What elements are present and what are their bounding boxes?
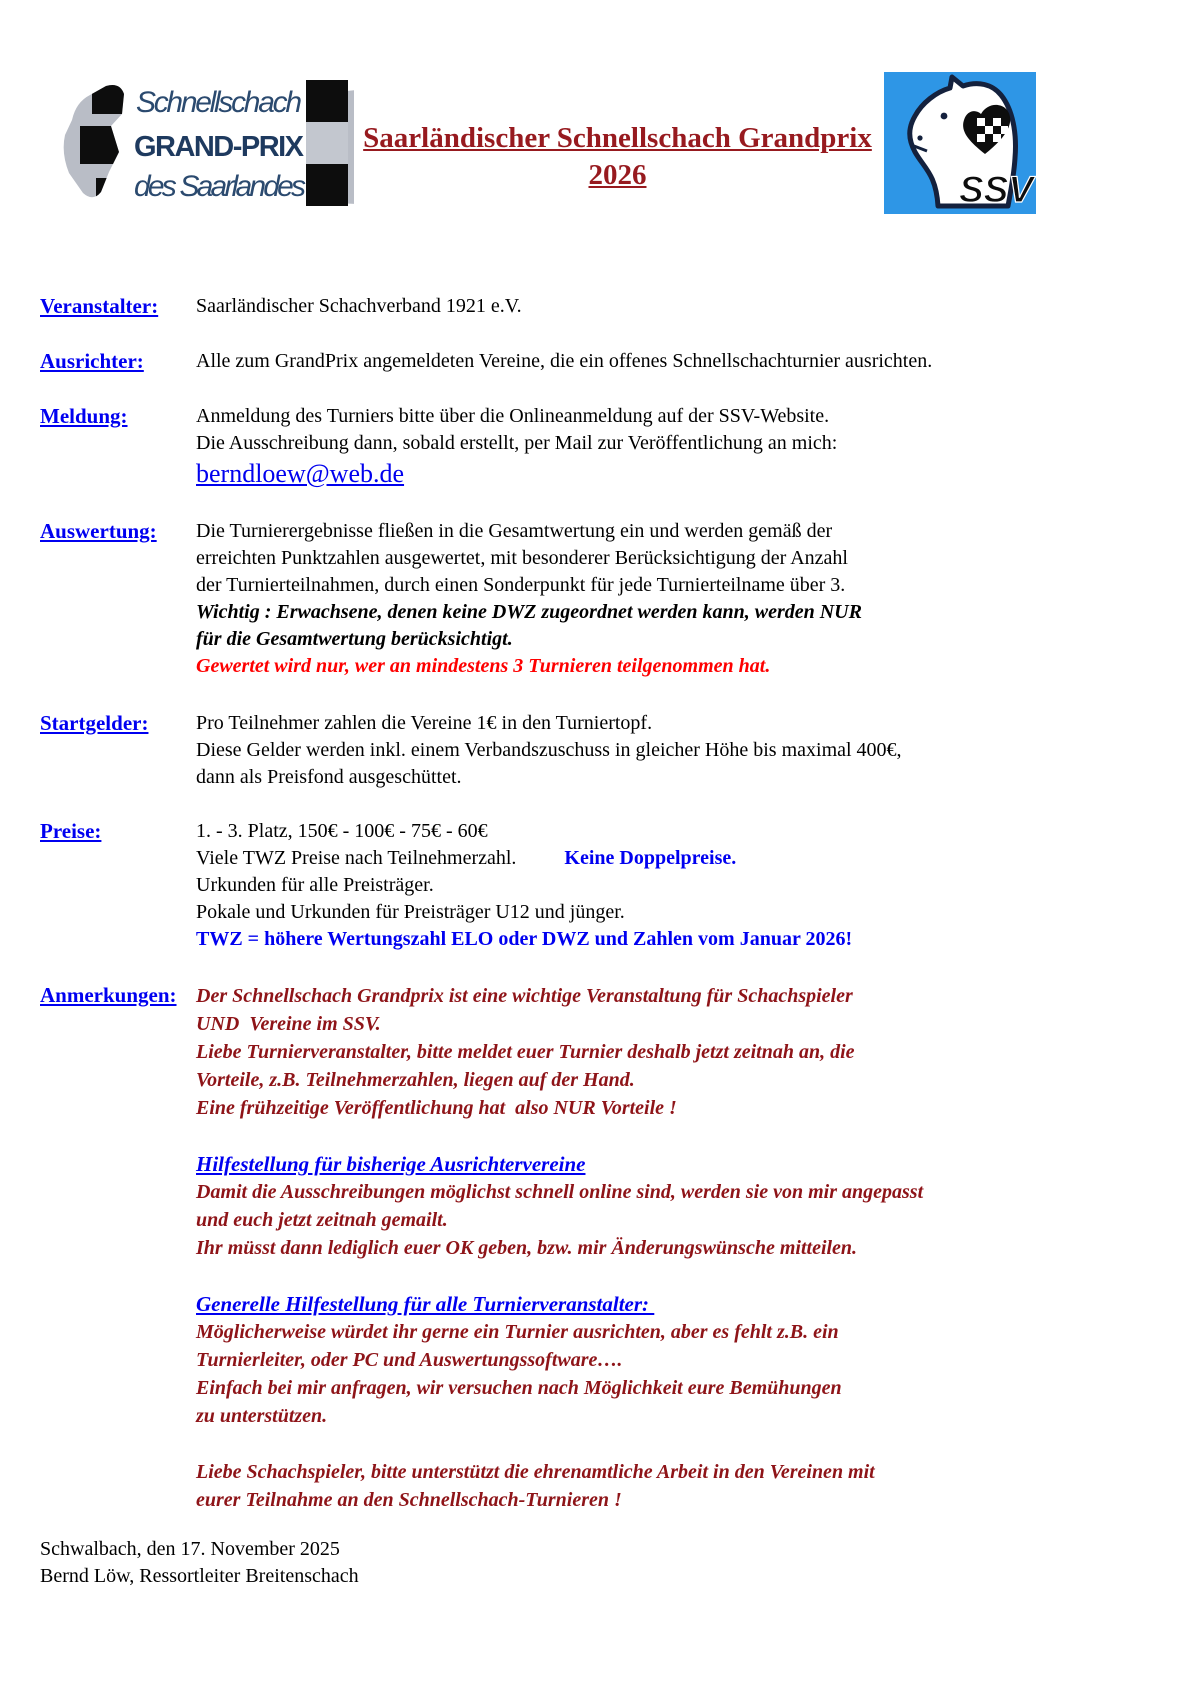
text-line: Die Ausschreibung dann, sobald erstellt, per Mail zur Veröffentlichung an mich: — [196, 432, 838, 454]
twz-definition-line: TWZ = höhere Wertungszahl ELO oder DWZ und Zahlen vom Januar 2026! — [196, 928, 853, 950]
important-note-line: für die Gesamtwertung berücksichtigt. — [196, 628, 513, 650]
note-line: Der Schnellschach Grandprix ist eine wichtige Veranstaltung für Schachspieler — [196, 985, 853, 1007]
note-line: Einfach bei mir anfragen, wir versuchen nach Möglichkeit eure Bemühungen — [196, 1377, 842, 1399]
ssv-logo-text: SSV — [958, 169, 1034, 210]
note-line: Vorteile, z.B. Teilnehmerzahlen, liegen auf der Hand. — [196, 1069, 635, 1091]
no-double-prizes-note: Keine Doppelpreise. — [564, 847, 737, 869]
page-title-line1: Saarländischer Schnellschach Grandprix — [363, 122, 872, 154]
section-label: Preise: — [40, 819, 102, 843]
text-line: Die Turnierergebnisse fließen in die Gesamtwertung ein und werden gemäß der — [196, 520, 833, 542]
important-note-line: Wichtig : Erwachsene, denen keine DWZ zugeordnet werden kann, werden NUR — [196, 601, 862, 623]
section-ausrichter — [0, 348, 1190, 375]
section-meldung — [0, 403, 1190, 491]
text-line: Urkunden für alle Preisträger. — [196, 874, 434, 896]
section-label: Anmerkungen: — [40, 983, 177, 1007]
signature-place-date: Schwalbach, den 17. November 2025 — [40, 1538, 340, 1560]
prize-money-line: 1. - 3. Platz, 150€ - 100€ - 75€ - 60€ — [196, 820, 488, 842]
note-line: eurer Teilnahme an den Schnellschach-Turnieren ! — [196, 1489, 622, 1511]
text-line: Saarländischer Schachverband 1921 e.V. — [196, 295, 522, 317]
paragraph-gap — [196, 1430, 1154, 1458]
section-label: Meldung: — [40, 404, 128, 428]
logo-word-grandprix: GRAND-PRIX — [134, 131, 304, 163]
section-label: Auswertung: — [40, 519, 157, 543]
logo-word-saarlandes: des Saarlandes — [134, 170, 306, 203]
note-line: Möglicherweise würdet ihr gerne ein Turnier ausrichten, aber es fehlt z.B. ein — [196, 1321, 839, 1343]
page-title-line2: 2026 — [588, 159, 647, 191]
section-label: Ausrichter: — [40, 349, 144, 373]
text-line: Pokale und Urkunden für Preisträger U12 und jünger. — [196, 901, 625, 923]
warning-line: Gewertet wird nur, wer an mindestens 3 Turnieren teilgenommen hat. — [196, 655, 771, 677]
paragraph-gap — [196, 1262, 1154, 1290]
text-line: Pro Teilnehmer zahlen die Vereine 1€ in den Turniertopf. — [196, 712, 653, 734]
section-startgelder — [0, 710, 1190, 791]
paragraph-gap — [196, 1122, 1154, 1150]
subheading-hilfestellung: Hilfestellung für bisherige Ausrichtervereine — [196, 1152, 586, 1176]
section-label: Veranstalter: — [40, 294, 159, 318]
note-line: Turnierleiter, oder PC und Auswertungssoftware…. — [196, 1349, 623, 1371]
subheading-generelle-hilfestellung: Generelle Hilfestellung für alle Turnierveranstalter: — [196, 1292, 655, 1316]
note-line: Liebe Turnierveranstalter, bitte meldet euer Turnier deshalb jetzt zeitnah an, die — [196, 1041, 855, 1063]
email-link[interactable]: berndloew@web.de — [196, 459, 405, 488]
text-line: Anmeldung des Turniers bitte über die Onlineanmeldung auf der SSV-Website. — [196, 405, 830, 427]
note-line: Ihr müsst dann lediglich euer OK geben, bzw. mir Änderungswünsche mitteilen. — [196, 1237, 858, 1259]
note-line: und euch jetzt zeitnah gemailt. — [196, 1209, 448, 1231]
section-preise — [0, 818, 1190, 953]
signature-block — [0, 1536, 1190, 1590]
note-line: Liebe Schachspieler, bitte unterstützt die ehrenamtliche Arbeit in den Vereinen mit — [196, 1461, 875, 1483]
text-line: erreichten Punktzahlen ausgewertet, mit besonderer Berücksichtigung der Anzahl — [196, 547, 848, 569]
section-anmerkungen — [0, 982, 1190, 1514]
section-label: Startgelder: — [40, 711, 149, 735]
note-line: UND Vereine im SSV. — [196, 1013, 381, 1035]
text-line: Viele TWZ Preise nach Teilnehmerzahl. — [196, 847, 517, 869]
section-auswertung — [0, 518, 1190, 680]
note-line: Eine frühzeitige Veröffentlichung hat also NUR Vorteile ! — [196, 1097, 677, 1119]
text-line: dann als Preisfond ausgeschüttet. — [196, 766, 462, 788]
text-line: Diese Gelder werden inkl. einem Verbandszuschuss in gleicher Höhe bis maximal 400€, — [196, 739, 902, 761]
text-line: Alle zum GrandPrix angemeldeten Vereine, die ein offenes Schnellschachturnier ausrichten. — [196, 350, 933, 372]
section-veranstalter — [0, 293, 1190, 320]
twz-prizes-line — [196, 845, 1154, 872]
note-line: zu unterstützen. — [196, 1405, 328, 1427]
text-line: der Turnierteilnahmen, durch einen Sonderpunkt für jede Turnierteilname über 3. — [196, 574, 846, 596]
note-line: Damit die Ausschreibungen möglichst schnell online sind, werden sie von mir angepasst — [196, 1181, 924, 1203]
signature-name-role: Bernd Löw, Ressortleiter Breitenschach — [40, 1565, 359, 1587]
logo-word-schnellschach: Schnellschach — [136, 86, 302, 119]
